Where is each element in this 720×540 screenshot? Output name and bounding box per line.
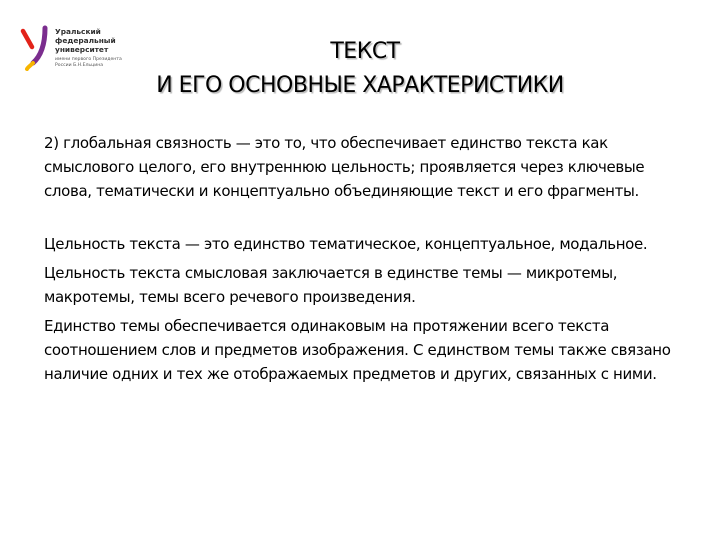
logo-line-3: университет (55, 45, 109, 54)
paragraph-semantic-integrity: Цельность текста смысловая заключается в единстве темы — микротемы, макротемы, темы всего речевого произведения. (44, 264, 618, 306)
slide-body (44, 131, 694, 386)
logo-line-1: Уральский (55, 27, 101, 36)
logo-sub-2: России Б.Н.Ельцина (55, 62, 104, 68)
logo-line-2: федеральный (55, 36, 116, 45)
paragraph-global-coherence: 2) глобальная связность — это то, что обеспечивает единство текста как смыслового целого, его внутреннюю цельность; проявляется через ключевые слова, тематически и концептуально объединяющие текст и его фрагменты. (44, 134, 645, 200)
title-line-1: ТЕКСТ (330, 39, 400, 64)
paragraph-theme-unity: Единство темы обеспечивается одинаковым на протяжении всего текста соотношением слов и предметов изображения. С единством темы также связано наличие одних и тех же отображаемых предметов и других, связанных с ними. (44, 317, 671, 383)
logo-sub-1: имени первого Президента (55, 57, 122, 62)
slide-title (0, 35, 720, 103)
paragraph-integrity-definition: Цельность текста — это единство тематическое, концептуальное, модальное. (44, 235, 648, 253)
title-line-2: И ЕГО ОСНОВНЫЕ ХАРАКТЕРИСТИКИ (156, 73, 564, 98)
